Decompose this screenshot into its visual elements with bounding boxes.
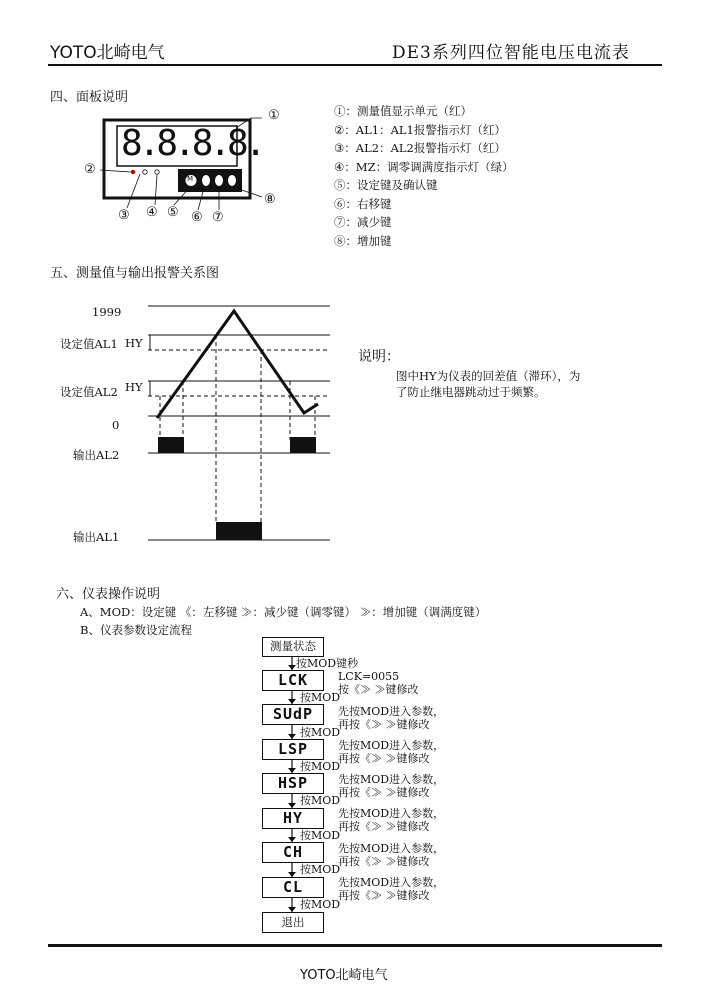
flow-press-mod: 按MOD [300,760,341,773]
header-brand: YOTO北崎电气 [50,43,165,63]
note-line-2: 了防止继电器跳动过于频繁。 [396,385,546,399]
flow-info-line: 先按MOD进入参数， [338,773,445,786]
footer-rule [48,944,662,947]
callout-1: ① [268,108,280,123]
legend-item: ④：MZ：调零调满度指示灯（绿） [334,159,514,174]
measurement-curve [157,311,318,418]
label-out-al1: 输出AL1 [73,530,120,544]
flow-step-hsp: HSP [262,773,324,794]
note-line-1: 图中HY为仪表的回差值（滞环），为 [396,369,581,383]
legend-item: ⑦：减少键 [334,215,392,229]
legend-item: ①：测量值显示单元（红） [334,104,472,118]
al2-pulse-2 [290,437,316,453]
decrease-key [215,175,223,186]
flow-step-lsp: LSP [262,739,324,760]
legend-item: ⑥：右移键 [334,196,392,211]
legend-item: ②：AL1：AL1报警指示灯（红） [334,122,506,137]
header-title: DE3系列四位智能电压电流表 [392,43,630,63]
legend-item: ⑤：设定键及确认键 [334,178,438,192]
note-title: 说明： [358,349,400,365]
flow-press-mod: 按MOD [300,726,341,739]
al1-pulse [216,522,262,540]
flow-lck-info-2: 按《≫ ≫键修改 [338,683,419,696]
operation-line-a: A、MOD：设定键 《：左移键 ≫：减少键（调零键） ≫：增加键（调满度键） [80,605,487,619]
panel-digits: 8.8.8.8. [121,123,263,164]
section5-title: 五、测量值与输出报警关系图 [50,266,220,281]
flow-info-line: 先按MOD进入参数， [338,807,445,820]
flow-first-press: 按MOD键秒 [296,657,359,670]
flow-lck-info-1: LCK=0055 [338,670,400,683]
label-zero: 0 [112,418,120,432]
callout-5: ⑤ [167,205,179,220]
flow-info-line: 再按《≫ ≫键修改 [338,889,430,902]
label-out-al2: 输出AL2 [73,448,120,462]
panel-legend [334,102,514,250]
flow-press-mod: 按MOD [300,691,341,704]
flow-end-box: 退出 [262,912,324,933]
flow-press-mod: 按MOD [300,794,341,807]
callout-8: ⑧ [264,192,276,207]
flow-info-line: 再按《≫ ≫键修改 [338,786,430,799]
flow-step-lck: LCK [262,670,324,691]
flow-start-box: 测量状态 [262,637,324,657]
callout-6: ⑥ [191,210,203,225]
footer-brand: YOTO北崎电气 [300,968,388,983]
callout-4: ④ [146,205,158,220]
flow-info-line: 先按MOD进入参数， [338,842,445,855]
flow-step-sudp: SUdP [262,704,324,725]
al1-led [131,170,135,174]
label-al2: 设定值AL2 [60,385,118,399]
label-hy2: HY [125,380,143,394]
flow-step-ch: CH [262,842,324,863]
operation-line-b: B、仪表参数设定流程 [80,623,192,637]
flow-press-mod: 按MOD [300,829,341,842]
al2-pulse-1 [158,437,184,453]
label-al1: 设定值AL1 [60,337,118,351]
flow-info-line: 再按《≫ ≫键修改 [338,718,430,731]
legend-item: ⑧：增加键 [334,233,392,248]
flow-info-line: 再按《≫ ≫键修改 [338,820,430,833]
flow-info-line: 先按MOD进入参数， [338,739,445,752]
flow-info-line: 先按MOD进入参数， [338,876,445,889]
callout-2: ② [84,162,96,177]
label-1999: 1999 [92,305,122,319]
flow-info-line: 先按MOD进入参数， [338,705,445,718]
flow-press-mod: 按MOD [300,898,341,911]
flow-press-mod: 按MOD [300,863,341,876]
section4-title: 四、面板说明 [50,90,129,105]
callout-7: ⑦ [212,210,224,225]
label-hy1: HY [125,336,143,350]
increase-key [228,175,236,186]
legend-item: ③：AL2：AL2报警指示灯（红） [334,141,506,155]
left-shift-key [202,175,210,186]
flow-step-hy: HY [262,808,324,829]
flow-info-line: 再按《≫ ≫键修改 [338,855,430,868]
flow-step-cl: CL [262,877,324,898]
section6-title: 六、仪表操作说明 [56,587,161,602]
mod-key-label: M [187,175,194,183]
callout-3: ③ [118,208,130,223]
flow-info-line: 再按《≫ ≫键修改 [338,752,430,765]
